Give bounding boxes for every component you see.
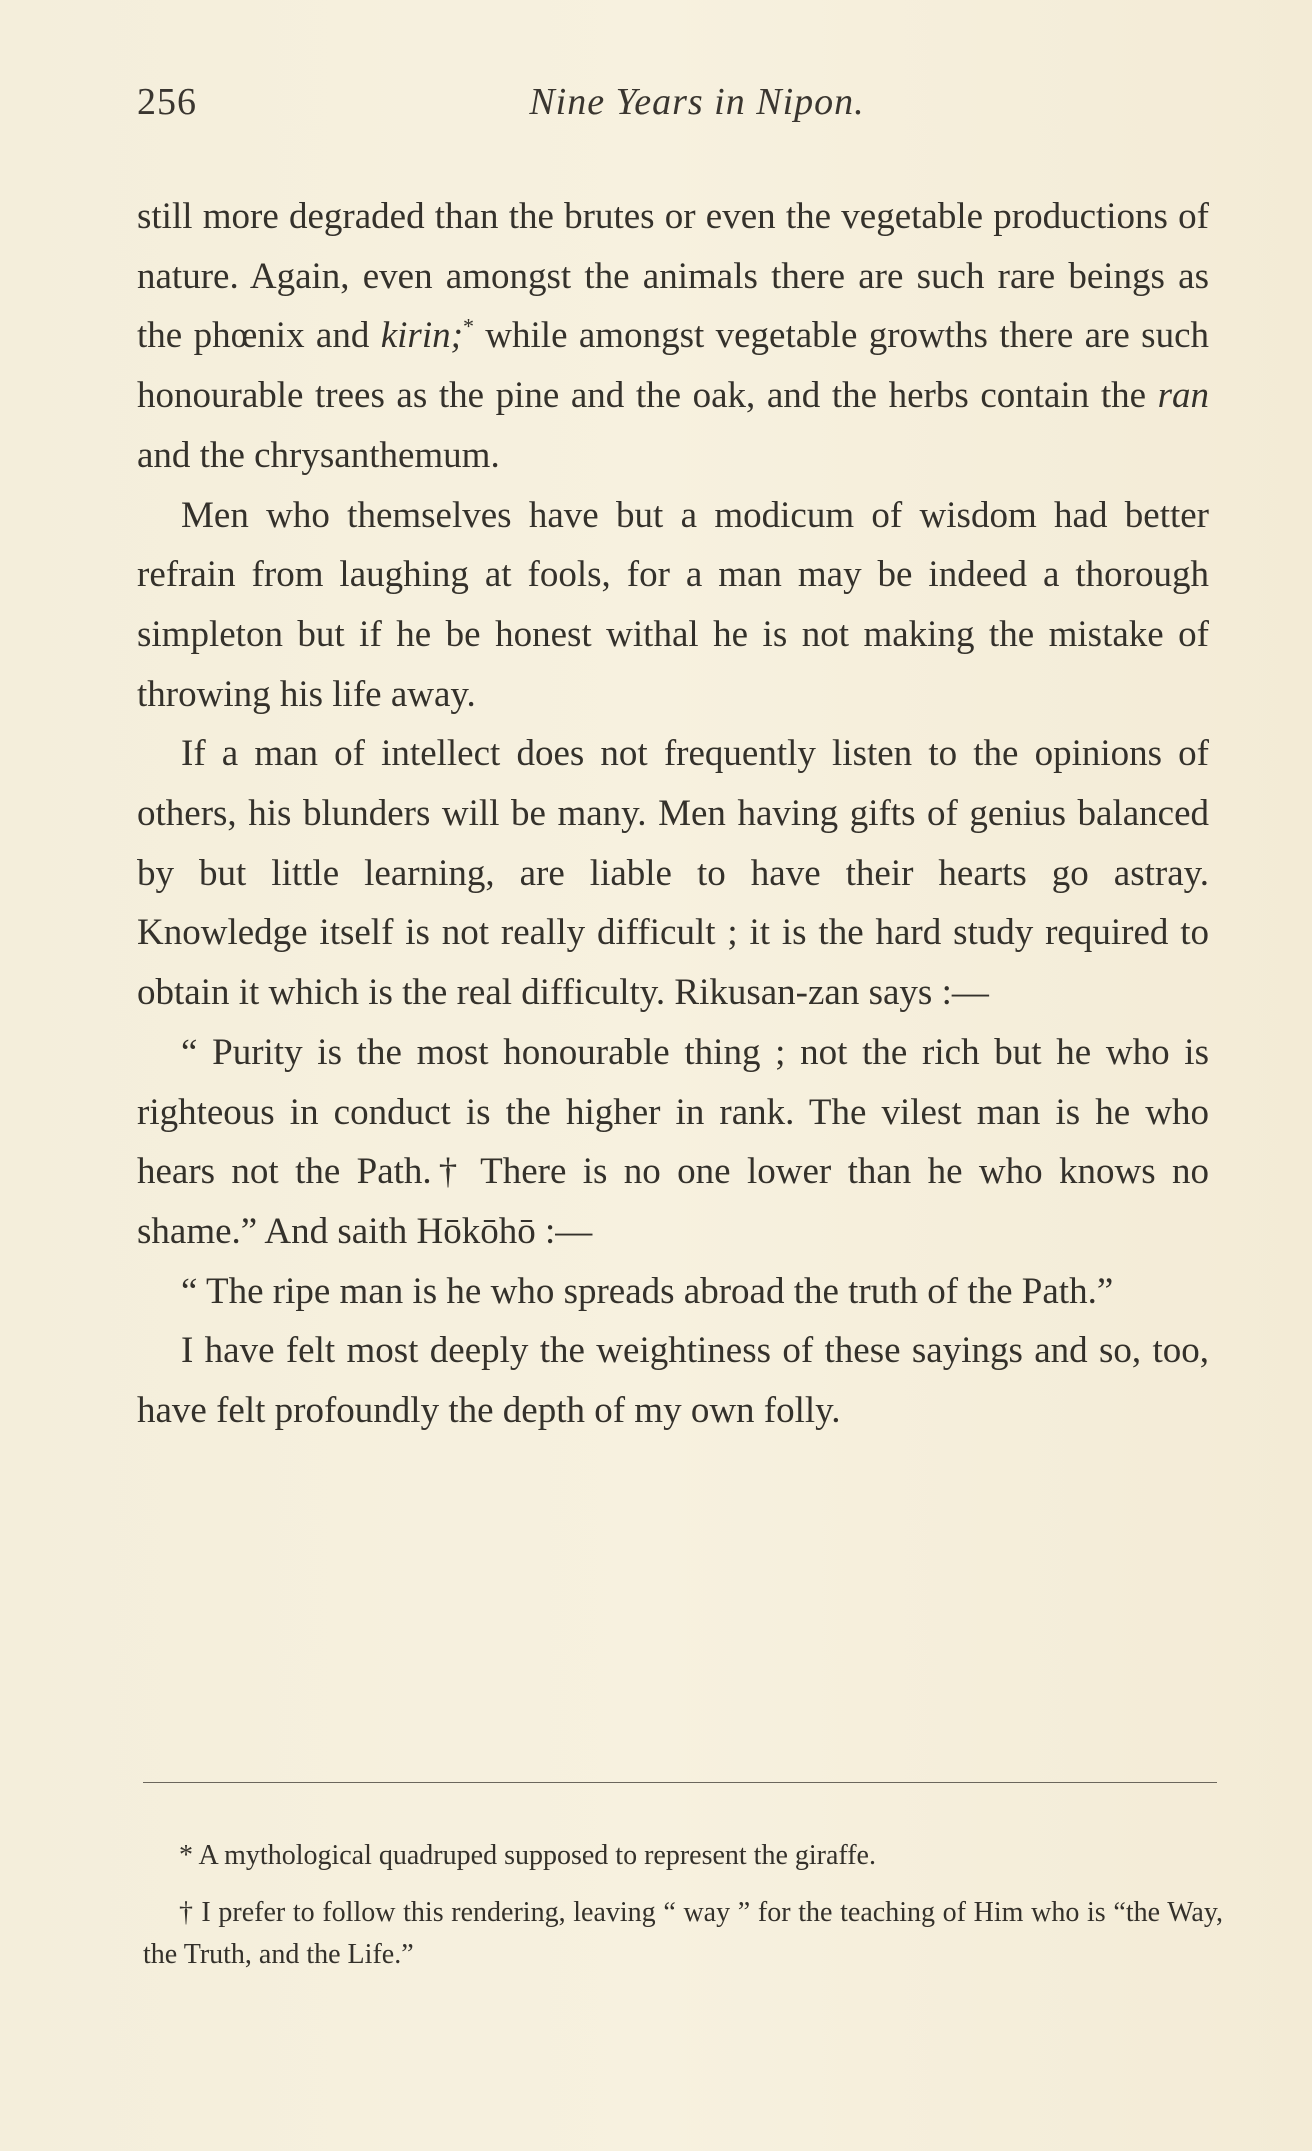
paragraph xyxy=(137,1262,1209,1322)
paragraph xyxy=(137,1023,1209,1262)
page-header xyxy=(137,80,1217,140)
footnote-kirin: * A mythological quadruped supposed to represent the giraffe. xyxy=(179,1840,876,1871)
text-run: while amongst vegetable growths there are such honourable trees as the pine and the oak, and the herbs contain the xyxy=(137,315,1209,417)
footnotes xyxy=(143,1835,1223,1991)
italic-term: kirin; xyxy=(380,315,463,357)
text-run: Men who themselves have but a modicum of wisdom had better refrain from laughing at fools, for a man may be indeed a thorough simpleton but if he be honest withal he is not making the mistake of throwing his life away. xyxy=(137,494,1209,715)
footnote-path: † I prefer to follow this rendering, leaving “ way ” for the teaching of Him who is “the Way, the Truth, and the Life.” xyxy=(143,1897,1223,1970)
text-run: “ Purity is the most honourable thing ; not the rich but he who is righteous in conduct is the higher in rank. The vilest man is he who hears not the Path.† There is no one lower than he who knows no shame.” And saith Hōkōhō :— xyxy=(137,1031,1209,1252)
text-run: still more degraded than the brutes or even the vegetable productions of nature. Again, even amongst the animals there are such rare beings as the phœnix and xyxy=(137,196,1209,357)
footnote-divider xyxy=(143,1782,1217,1783)
text-run: I have felt most deeply the weightiness of these sayings and so, too, have felt profoundly the depth of my own folly. xyxy=(137,1330,1209,1432)
footnote-reference: * xyxy=(462,314,474,340)
text-run: “ The ripe man is he who spreads abroad the truth of the Path.” xyxy=(181,1270,1114,1312)
paragraph xyxy=(137,486,1209,725)
paragraph xyxy=(137,724,1209,1023)
text-run: If a man of intellect does not frequently listen to the opinions of others, his blunders will be many. Men having gifts of genius balanced by but little learning, are liable to have their hearts go astray. Knowledge itself is not really difficult ; it is the hard study required to obtain it which is the real difficulty. Rikusan-zan says :— xyxy=(137,733,1209,1014)
body-text xyxy=(137,187,1209,1441)
running-title: Nine Years in Nipon. xyxy=(529,81,865,123)
text-run: and the chrysanthemum. xyxy=(137,434,500,476)
page-number: 256 xyxy=(137,81,197,123)
italic-term: ran xyxy=(1157,375,1209,417)
paragraph xyxy=(137,187,1209,486)
paragraph xyxy=(137,1321,1209,1440)
